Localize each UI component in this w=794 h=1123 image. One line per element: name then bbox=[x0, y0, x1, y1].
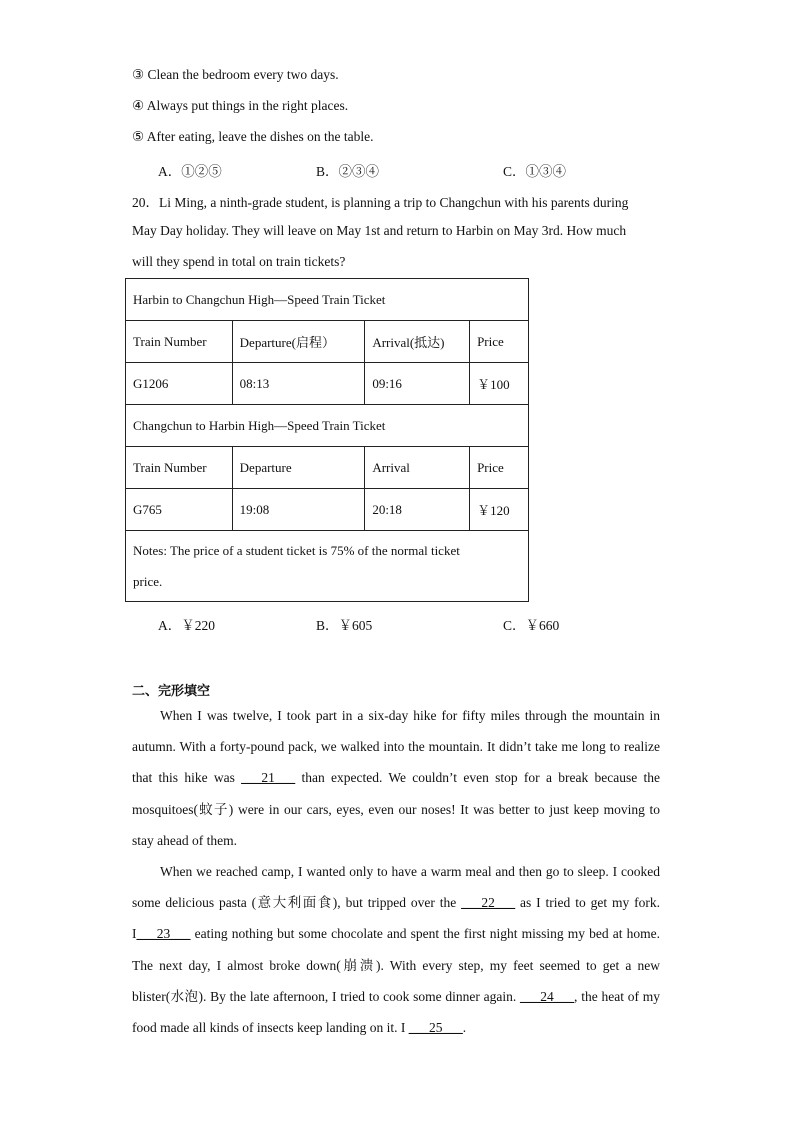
passage-text: When I was twelve, I took part in a six-day hike for fifty miles through the mountain in autumn. With a forty-pound pack, we walked into the mountain. It didn’t take me long to realize that this hike was bbox=[132, 708, 660, 786]
table-title-row bbox=[126, 405, 529, 447]
q19-item-4: ④ Always put things in the right places. bbox=[132, 98, 349, 113]
cell-arrival: 20:18 bbox=[365, 489, 470, 531]
q20-option-b[interactable]: B．￥605 bbox=[316, 618, 373, 633]
ticket-notes bbox=[126, 531, 529, 602]
q20-stem-line-3: will they spend in total on train tickets? bbox=[132, 254, 346, 269]
section-title: 二、完形填空 bbox=[132, 684, 211, 699]
table-row bbox=[126, 363, 529, 405]
cell-train-number: G1206 bbox=[126, 363, 233, 405]
note-line-1: Notes: The price of a student ticket is 75% of the normal ticket bbox=[133, 543, 460, 558]
passage-text: , the heat of my food made all kinds of insects keep landing on it. I bbox=[132, 988, 661, 1036]
blank-24[interactable]: ___24___ bbox=[520, 988, 575, 1004]
header-arrival: Arrival bbox=[365, 447, 470, 489]
table-notes-row bbox=[126, 531, 529, 602]
passage-paragraph-2 bbox=[132, 856, 660, 1043]
header-price: Price bbox=[470, 321, 529, 363]
q19-option-c[interactable]: C．①③④ bbox=[503, 164, 567, 179]
cell-train-number: G765 bbox=[126, 489, 233, 531]
table-header-row bbox=[126, 321, 529, 363]
passage-text: than expected. We couldn’t even stop for a break because the mosquitoes(蚊子) were in our cars, eyes, even our noses! It was better to just keep moving to stay ahead of them. bbox=[132, 770, 660, 848]
note-line-2: price. bbox=[133, 574, 163, 589]
q20-option-a[interactable]: A．￥220 bbox=[158, 618, 215, 633]
passage-paragraph-1 bbox=[132, 700, 660, 856]
header-train-number: Train Number bbox=[126, 321, 233, 363]
passage-text: . bbox=[462, 1020, 467, 1036]
passage-text: as I tried to get my fork. I bbox=[132, 895, 660, 942]
ticket-title-changchun-harbin: Changchun to Harbin High—Speed Train Ticket bbox=[126, 405, 529, 447]
blank-23[interactable]: ___23___ bbox=[136, 926, 191, 942]
q20-stem-line-2: May Day holiday. They will leave on May 1st and return to Harbin on May 3rd. How much bbox=[132, 223, 627, 238]
header-departure: Departure(启程） bbox=[232, 321, 365, 363]
cell-price: ￥120 bbox=[470, 489, 529, 531]
cell-departure: 19:08 bbox=[232, 489, 365, 531]
q19-item-5: ⑤ After eating, leave the dishes on the table. bbox=[132, 129, 374, 144]
cell-arrival: 09:16 bbox=[365, 363, 470, 405]
table-header-row bbox=[126, 447, 529, 489]
blank-22[interactable]: ___22___ bbox=[461, 895, 516, 911]
q19-option-a[interactable]: A．①②⑤ bbox=[158, 164, 222, 179]
q19-item-3: ③ Clean the bedroom every two days. bbox=[132, 67, 339, 82]
header-arrival: Arrival(抵达) bbox=[365, 321, 470, 363]
table-title-row bbox=[126, 279, 529, 321]
header-departure: Departure bbox=[232, 447, 365, 489]
passage-text: eating nothing but some chocolate and spent the first night missing my bed at home. The next day, I almost broke down(崩溃). With every step, my feet seemed to get a new blister(水泡). By the late afternoon, I tried to cook some dinner again. bbox=[132, 926, 660, 1004]
q19-option-b[interactable]: B．②③④ bbox=[316, 164, 380, 179]
header-price: Price bbox=[470, 447, 529, 489]
q20-option-c[interactable]: C．￥660 bbox=[503, 618, 560, 633]
q20-stem-line-1: 20．Li Ming, a ninth-grade student, is planning a trip to Changchun with his parents during bbox=[132, 195, 629, 210]
train-ticket-table bbox=[125, 278, 529, 602]
header-train-number: Train Number bbox=[126, 447, 233, 489]
blank-25[interactable]: ___25___ bbox=[408, 1020, 463, 1036]
passage-text: When we reached camp, I wanted only to have a warm meal and then go to sleep. I cooked some delicious pasta (意大利面食), but tripped over the bbox=[132, 864, 660, 911]
table-row bbox=[126, 489, 529, 531]
cell-departure: 08:13 bbox=[232, 363, 365, 405]
cell-price: ￥100 bbox=[470, 363, 529, 405]
ticket-title-harbin-changchun: Harbin to Changchun High—Speed Train Ticket bbox=[126, 279, 529, 321]
blank-21[interactable]: ___21___ bbox=[241, 770, 296, 786]
